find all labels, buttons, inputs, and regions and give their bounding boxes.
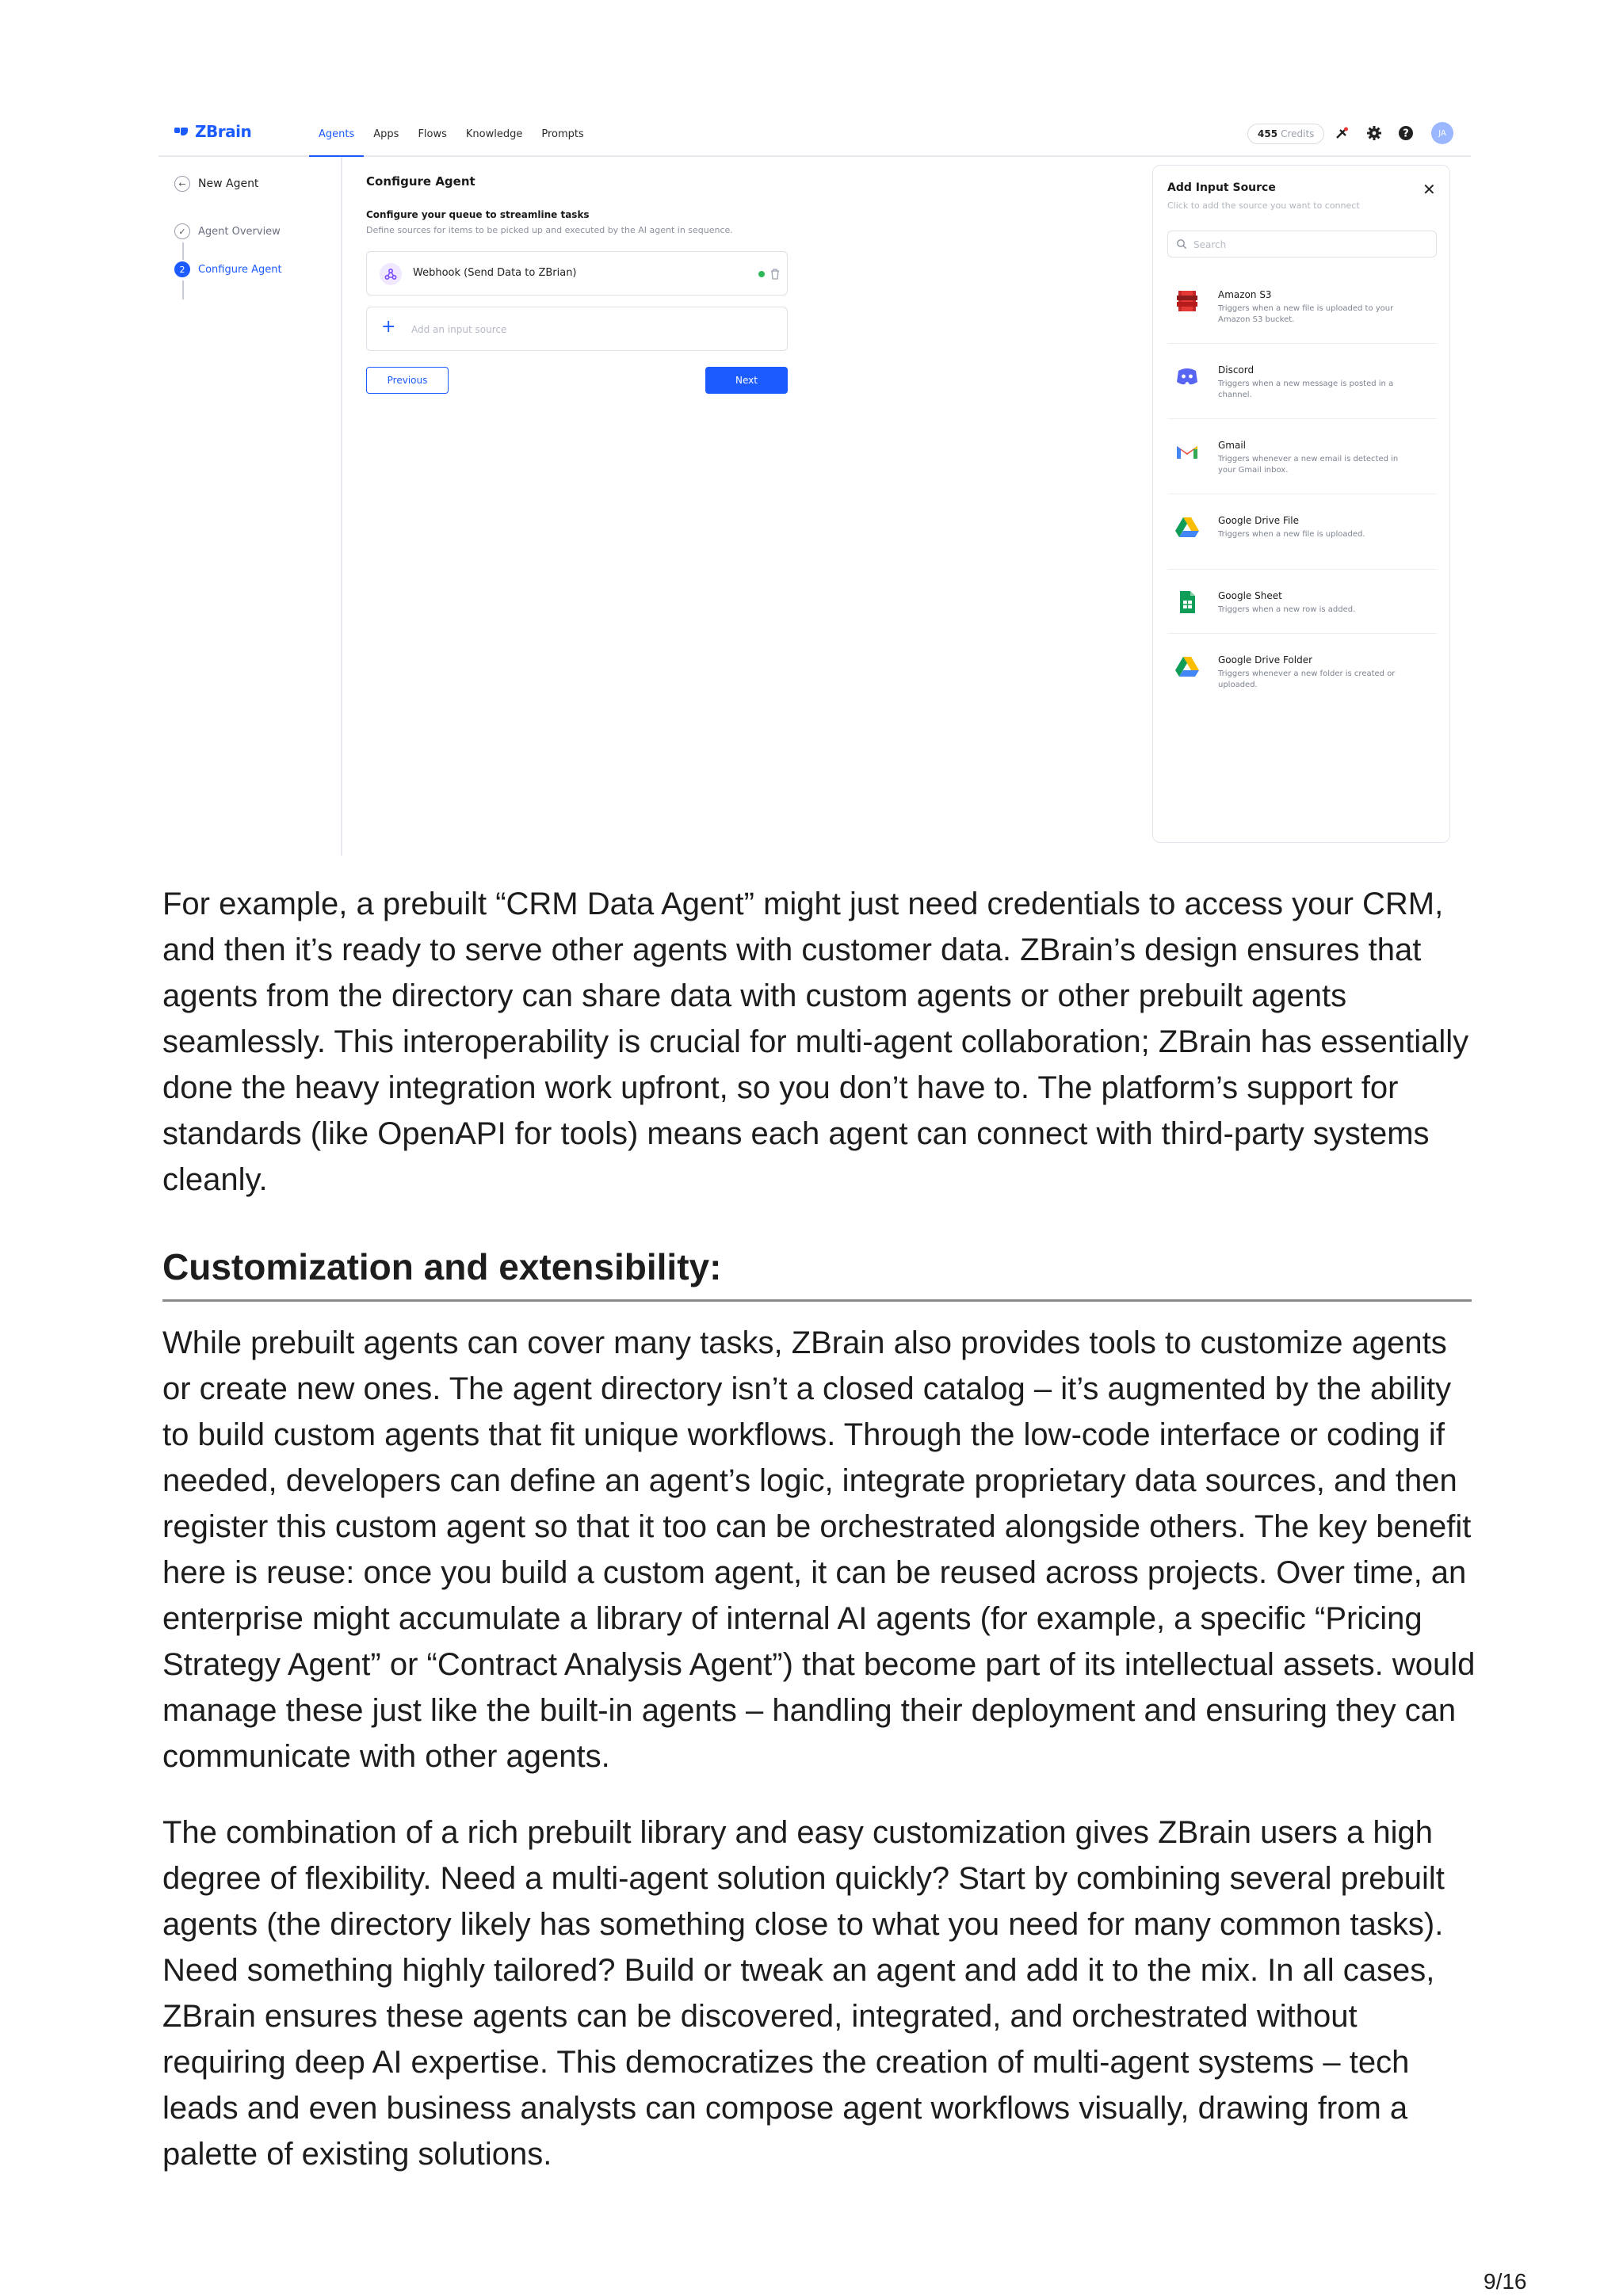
add-input-source-panel bbox=[1152, 165, 1450, 843]
article-paragraph-1 bbox=[162, 881, 1478, 1203]
source-description: Triggers whenever a new folder is created or uploaded. bbox=[1218, 669, 1396, 689]
nav-flows[interactable]: Flows bbox=[418, 128, 447, 140]
close-icon[interactable]: ✕ bbox=[1423, 180, 1436, 199]
svg-text:?: ? bbox=[1403, 128, 1409, 140]
zbrain-logo-icon bbox=[174, 125, 189, 138]
webhook-icon bbox=[380, 263, 402, 285]
source-item-google-drive-file[interactable] bbox=[1167, 494, 1437, 570]
source-item-discord[interactable] bbox=[1167, 344, 1437, 419]
user-avatar[interactable]: JA bbox=[1431, 122, 1453, 144]
source-name: Google Sheet bbox=[1218, 590, 1282, 601]
article-paragraph-3 bbox=[162, 1810, 1478, 2177]
step-agent-overview[interactable] bbox=[174, 223, 281, 239]
google-sheet-icon bbox=[1174, 589, 1201, 616]
steps-sidebar bbox=[158, 157, 342, 856]
source-description: Triggers when a new message is posted in a channel. bbox=[1218, 379, 1394, 399]
gmail-icon bbox=[1174, 438, 1201, 465]
step-number-badge: 2 bbox=[174, 261, 190, 277]
search-icon bbox=[1176, 238, 1187, 250]
notification-bell-icon[interactable] bbox=[1335, 125, 1350, 141]
paragraph-text: The combination of a rich prebuilt library and easy customization gives ZBrain users a high degree of flexibility. Need a multi-agent solution quickly? Start by combining several prebuilt agents (the directory likely has something close to what you need for many common tasks). Need something highly tailored? Build or tweak an agent and add it to the mix. In all cases, ZBrain ensures these agents can be discovered, integrated, and orchestrated without requiring deep AI expertise. This democratizes the creation of multi-agent systems – tech leads and even business analysts can compose agent workflows visually, drawing from a palette of existing solutions. bbox=[162, 1815, 1445, 2172]
main-nav bbox=[309, 111, 594, 155]
credits-badge[interactable] bbox=[1247, 124, 1324, 144]
back-label: New Agent bbox=[198, 177, 259, 190]
nav-agents[interactable]: Agents bbox=[309, 111, 364, 157]
previous-button[interactable]: Previous bbox=[366, 367, 449, 394]
source-name: Google Drive Folder bbox=[1218, 654, 1313, 666]
panel-subtitle: Click to add the source you want to connect bbox=[1167, 200, 1360, 211]
check-circle-icon: ✓ bbox=[174, 223, 190, 239]
source-list bbox=[1167, 269, 1437, 708]
form-subtitle: Configure your queue to streamline tasks bbox=[366, 209, 590, 220]
source-item-gmail[interactable] bbox=[1167, 419, 1437, 494]
add-source-label: Add an input source bbox=[411, 324, 507, 335]
app-screenshot bbox=[158, 111, 1471, 856]
source-name: Gmail bbox=[1218, 440, 1247, 451]
article-paragraph-2 bbox=[162, 1320, 1478, 1779]
step-label: Configure Agent bbox=[198, 263, 282, 276]
source-item-amazon-s3[interactable] bbox=[1167, 269, 1437, 344]
step-configure-agent[interactable] bbox=[174, 261, 282, 277]
webhook-source-card[interactable] bbox=[366, 251, 788, 296]
add-input-source-button[interactable] bbox=[366, 307, 788, 351]
step-label: Agent Overview bbox=[198, 225, 281, 238]
brand-name: ZBrain bbox=[195, 122, 252, 141]
google-drive-icon bbox=[1174, 513, 1201, 540]
source-search-box[interactable] bbox=[1167, 231, 1437, 257]
help-icon[interactable] bbox=[1398, 125, 1414, 141]
source-item-google-drive-folder[interactable] bbox=[1167, 634, 1437, 708]
back-to-new-agent[interactable] bbox=[174, 176, 258, 192]
source-name: Google Drive File bbox=[1218, 515, 1300, 526]
source-name: Discord bbox=[1218, 364, 1254, 376]
source-description: Triggers whenever a new email is detected in your Gmail inbox. bbox=[1218, 455, 1399, 475]
source-item-google-sheet[interactable] bbox=[1167, 570, 1437, 634]
top-navbar bbox=[158, 111, 1471, 157]
credits-label: Credits bbox=[1281, 128, 1315, 139]
credits-value: 455 bbox=[1258, 128, 1278, 139]
nav-apps[interactable]: Apps bbox=[373, 128, 399, 140]
source-description: Triggers when a new file is uploaded. bbox=[1218, 530, 1365, 539]
trash-icon[interactable] bbox=[769, 268, 781, 280]
amazon-s3-icon bbox=[1174, 288, 1201, 315]
nav-prompts[interactable]: Prompts bbox=[541, 128, 584, 140]
section-heading: Customization and extensibility: bbox=[162, 1245, 1472, 1302]
step-connector bbox=[182, 280, 184, 299]
plus-icon: + bbox=[381, 317, 396, 337]
status-active-dot bbox=[758, 271, 765, 277]
next-button[interactable]: Next bbox=[705, 367, 788, 394]
source-description: Triggers when a new file is uploaded to your Amazon S3 bucket. bbox=[1218, 304, 1394, 324]
panel-title: Add Input Source bbox=[1167, 181, 1276, 194]
back-arrow-icon: ← bbox=[174, 176, 190, 192]
page-number: 9/16 bbox=[1484, 2269, 1527, 2294]
search-input[interactable] bbox=[1192, 236, 1425, 254]
paragraph-text: For example, a prebuilt “CRM Data Agent” might just need credentials to access your CRM, and then it’s ready to serve other agents with customer data. ZBrain’s design ensures that agents from the directory can share data with custom agents or other prebuilt agents seamlessly. This interoperability is crucial for multi-agent collaboration; ZBrain has essentially done the heavy integration work upfront, so you don’t have to. The platform’s support for standards (like OpenAPI for tools) means each agent can connect with third-party systems cleanly. bbox=[162, 887, 1469, 1197]
form-actions bbox=[366, 367, 794, 399]
brand-logo[interactable] bbox=[174, 122, 251, 141]
discord-icon bbox=[1174, 363, 1201, 390]
configure-agent-form bbox=[366, 174, 794, 399]
paragraph-text: While prebuilt agents can cover many tasks, ZBrain also provides tools to customize agents or create new ones. The agent directory isn’t a closed catalog – it’s augmented by the ability to build custom agents that fit unique workflows. Through the low-code interface or coding if needed, developers can define an agent’s logic, integrate proprietary data sources, and then register this custom agent so that it too can be orchestrated alongside others. The key benefit here is reuse: once you build a custom agent, it can be reused across projects. Over time, an enterprise might accumulate a library of internal AI agents (for example, a specific “Pricing Strategy Agent” or “Contract Analysis Agent”) that become part of its intellectual assets. would manage these just like the built-in agents – handling their deployment and ensuring they can communicate with other agents. bbox=[162, 1325, 1476, 1774]
nav-knowledge[interactable]: Knowledge bbox=[465, 128, 523, 140]
form-title: Configure Agent bbox=[366, 174, 475, 189]
source-name: Webhook (Send Data to ZBrian) bbox=[413, 267, 577, 279]
source-name: Amazon S3 bbox=[1218, 289, 1272, 300]
google-drive-icon bbox=[1174, 653, 1201, 680]
source-description: Triggers when a new row is added. bbox=[1218, 605, 1356, 614]
step-connector bbox=[182, 242, 184, 260]
form-description: Define sources for items to be picked up and executed by the AI agent in sequence. bbox=[366, 225, 733, 235]
settings-gear-icon[interactable] bbox=[1366, 125, 1382, 141]
